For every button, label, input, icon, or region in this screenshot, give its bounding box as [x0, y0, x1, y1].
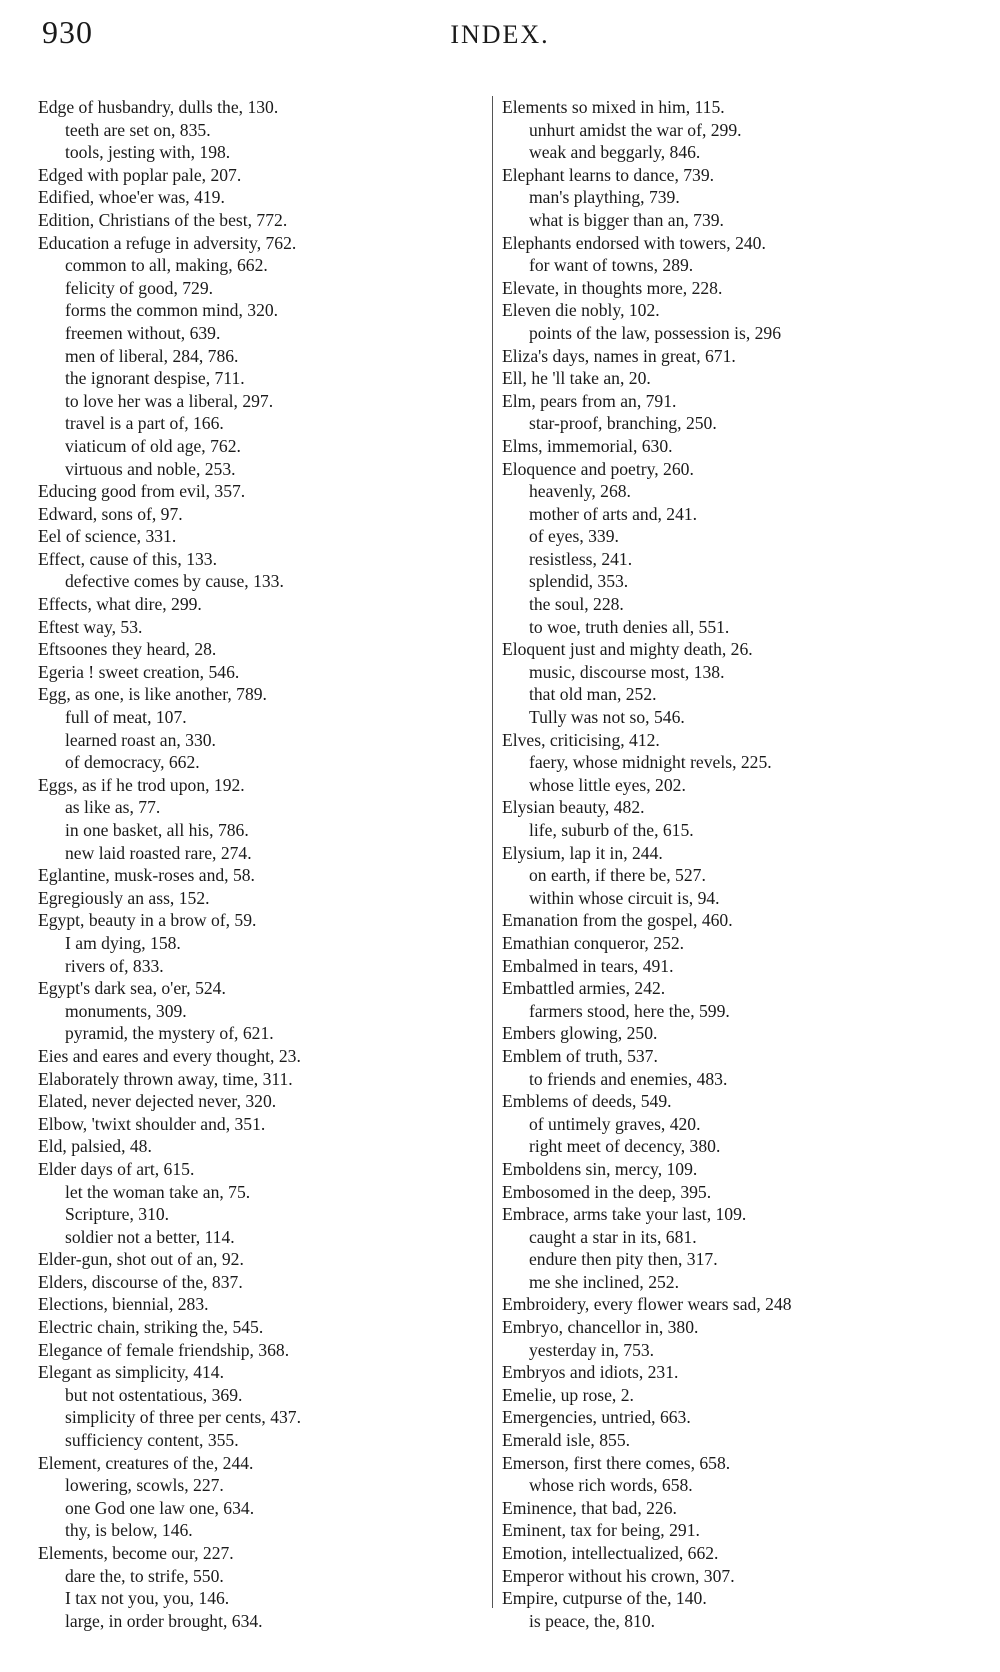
- index-subentry: farmers stood, here the, 599.: [529, 1000, 730, 1021]
- index-entry: Emerson, first there comes, 658.: [502, 1452, 731, 1473]
- index-entry: Eminent, tax for being, 291.: [502, 1520, 700, 1541]
- index-column-left: [38, 96, 478, 1632]
- index-entry: Elves, criticising, 412.: [502, 729, 660, 750]
- index-entry: Embryos and idiots, 231.: [502, 1362, 679, 1383]
- index-entry: Eliza's days, names in great, 671.: [502, 345, 736, 366]
- index-entry: Elephants endorsed with towers, 240.: [502, 232, 766, 253]
- index-subentry: freemen without, 639.: [65, 322, 221, 343]
- index-entry: Elements so mixed in him, 115.: [502, 97, 725, 117]
- index-subentry: on earth, if there be, 527.: [529, 865, 706, 886]
- index-subentry: defective comes by cause, 133.: [65, 571, 284, 592]
- index-entry: Elegant as simplicity, 414.: [38, 1362, 225, 1383]
- index-entry: Egg, as one, is like another, 789.: [38, 684, 267, 705]
- index-subentry: travel is a part of, 166.: [65, 413, 224, 434]
- index-entry: Egeria ! sweet creation, 546.: [38, 661, 240, 682]
- index-subentry: tools, jesting with, 198.: [65, 142, 231, 163]
- index-entry: Elms, immemorial, 630.: [502, 435, 673, 456]
- index-entry: Elder days of art, 615.: [38, 1158, 195, 1179]
- index-entry: Edified, whoe'er was, 419.: [38, 187, 225, 208]
- index-subentry: new laid roasted rare, 274.: [65, 842, 252, 863]
- index-subentry: that old man, 252.: [529, 684, 657, 705]
- index-subentry: large, in order brought, 634.: [65, 1610, 263, 1631]
- index-column-right: [502, 96, 972, 1632]
- index-subentry: yesterday in, 753.: [529, 1339, 655, 1360]
- index-entry: Edge of husbandry, dulls the, 130.: [38, 97, 279, 117]
- index-subentry: men of liberal, 284, 786.: [65, 345, 239, 366]
- page-number: 930: [42, 14, 93, 50]
- index-subentry: monuments, 309.: [65, 1000, 187, 1021]
- index-subentry: caught a star in its, 681.: [529, 1226, 697, 1247]
- index-entry: Embryo, chancellor in, 380.: [502, 1317, 699, 1338]
- index-subentry: teeth are set on, 835.: [65, 119, 211, 140]
- index-subentry: splendid, 353.: [529, 571, 629, 592]
- index-subentry: life, suburb of the, 615.: [529, 820, 694, 840]
- index-entry: Edward, sons of, 97.: [38, 503, 183, 524]
- index-subentry: in one basket, all his, 786.: [65, 820, 249, 840]
- index-subentry: soldier not a better, 114.: [65, 1226, 235, 1247]
- index-entry: Emblem of truth, 537.: [502, 1045, 658, 1066]
- index-subentry: but not ostentatious, 369.: [65, 1384, 243, 1405]
- index-subentry: common to all, making, 662.: [65, 255, 268, 276]
- index-entry: Element, creatures of the, 244.: [38, 1452, 254, 1473]
- index-entry: Embers glowing, 250.: [502, 1023, 658, 1044]
- index-subentry: is peace, the, 810.: [529, 1610, 656, 1631]
- index-entry: Emergencies, untried, 663.: [502, 1407, 691, 1428]
- index-entry: Emathian conqueror, 252.: [502, 932, 685, 953]
- index-entry: Emblems of deeds, 549.: [502, 1091, 672, 1112]
- index-subentry: me she inclined, 252.: [529, 1271, 680, 1292]
- index-entry: Eloquent just and mighty death, 26.: [502, 639, 753, 660]
- index-entry: Emboldens sin, mercy, 109.: [502, 1158, 698, 1179]
- index-entry: Emelie, up rose, 2.: [502, 1384, 634, 1405]
- index-entry: Edition, Christians of the best, 772.: [38, 209, 288, 230]
- index-entry: Elated, never dejected never, 320.: [38, 1091, 277, 1112]
- index-subentry: full of meat, 107.: [65, 707, 187, 728]
- index-subentry: weak and beggarly, 846.: [529, 142, 701, 163]
- index-subentry: within whose circuit is, 94.: [529, 887, 720, 908]
- index-entry: Eld, palsied, 48.: [38, 1136, 152, 1157]
- column-divider: [492, 96, 493, 1608]
- index-subentry: right meet of decency, 380.: [529, 1136, 721, 1157]
- index-subentry: to love her was a liberal, 297.: [65, 390, 274, 411]
- index-entry: Emanation from the gospel, 460.: [502, 910, 733, 931]
- index-subentry: forms the common mind, 320.: [65, 300, 279, 321]
- index-entry: Effect, cause of this, 133.: [38, 548, 217, 569]
- index-entry: Emerald isle, 855.: [502, 1430, 631, 1451]
- index-subentry: points of the law, possession is, 296: [529, 322, 782, 343]
- index-entry: Embattled armies, 242.: [502, 978, 666, 999]
- index-subentry: pyramid, the mystery of, 621.: [65, 1023, 274, 1044]
- index-entry: Elysian beauty, 482.: [502, 797, 645, 818]
- index-entry: Eftsoones they heard, 28.: [38, 639, 217, 660]
- index-entry: Elbow, 'twixt shoulder and, 351.: [38, 1113, 266, 1134]
- index-entry: Elevate, in thoughts more, 228.: [502, 277, 723, 298]
- page-title: INDEX.: [450, 20, 550, 49]
- index-subentry: man's plaything, 739.: [529, 187, 680, 208]
- index-subentry: rivers of, 833.: [65, 955, 164, 976]
- index-entry: Eleven die nobly, 102.: [502, 300, 660, 321]
- index-subentry: for want of towns, 289.: [529, 255, 694, 276]
- index-subentry: music, discourse most, 138.: [529, 661, 725, 682]
- index-subentry: thy, is below, 146.: [65, 1520, 193, 1541]
- index-subentry: sufficiency content, 355.: [65, 1430, 239, 1451]
- index-subentry: the soul, 228.: [529, 594, 624, 615]
- index-entry: Eggs, as if he trod upon, 192.: [38, 774, 245, 795]
- index-entry: Elaborately thrown away, time, 311.: [38, 1068, 293, 1089]
- index-subentry: virtuous and noble, 253.: [65, 458, 236, 479]
- index-entry: Embosomed in the deep, 395.: [502, 1181, 712, 1202]
- index-entry: Eminence, that bad, 226.: [502, 1497, 677, 1518]
- index-subentry: of eyes, 339.: [529, 526, 619, 547]
- index-entry: Embroidery, every flower wears sad, 248: [502, 1294, 792, 1315]
- index-subentry: Tully was not so, 546.: [529, 707, 685, 728]
- index-subentry: of untimely graves, 420.: [529, 1113, 701, 1134]
- index-entry: Empire, cutpurse of the, 140.: [502, 1588, 707, 1609]
- index-entry: Ell, he 'll take an, 20.: [502, 368, 651, 389]
- index-entry: Elm, pears from an, 791.: [502, 390, 677, 411]
- index-subentry: simplicity of three per cents, 437.: [65, 1407, 301, 1428]
- index-subentry: the ignorant despise, 711.: [65, 368, 245, 389]
- index-subentry: Scripture, 310.: [65, 1204, 170, 1225]
- index-subentry: as like as, 77.: [65, 797, 161, 818]
- index-entry: Education a refuge in adversity, 762.: [38, 232, 297, 253]
- index-entry: Embalmed in tears, 491.: [502, 955, 674, 976]
- index-subentry: I tax not you, you, 146.: [65, 1588, 230, 1609]
- index-entry: Elders, discourse of the, 837.: [38, 1271, 243, 1292]
- index-subentry: resistless, 241.: [529, 548, 633, 569]
- index-subentry: felicity of good, 729.: [65, 277, 214, 298]
- index-entry: Edged with poplar pale, 207.: [38, 164, 242, 185]
- index-entry: Emotion, intellectualized, 662.: [502, 1543, 719, 1563]
- index-entry: Elections, biennial, 283.: [38, 1294, 209, 1315]
- index-entry: Egypt's dark sea, o'er, 524.: [38, 978, 226, 999]
- index-entry: Electric chain, striking the, 545.: [38, 1317, 264, 1338]
- index-subentry: unhurt amidst the war of, 299.: [529, 119, 742, 140]
- index-entry: Embrace, arms take your last, 109.: [502, 1204, 747, 1225]
- index-subentry: lowering, scowls, 227.: [65, 1475, 224, 1496]
- index-subentry: whose little eyes, 202.: [529, 774, 686, 795]
- index-entry: Elysium, lap it in, 244.: [502, 842, 663, 863]
- index-subentry: star-proof, branching, 250.: [529, 413, 717, 434]
- index-entry: Eel of science, 331.: [38, 526, 177, 547]
- index-subentry: mother of arts and, 241.: [529, 503, 698, 524]
- index-subentry: one God one law one, 634.: [65, 1497, 255, 1518]
- index-subentry: of democracy, 662.: [65, 752, 200, 773]
- index-entry: Eglantine, musk-roses and, 58.: [38, 865, 255, 886]
- index-subentry: learned roast an, 330.: [65, 729, 216, 750]
- index-entry: Egregiously an ass, 152.: [38, 887, 210, 908]
- index-entry: Eftest way, 53.: [38, 616, 143, 637]
- index-subentry: endure then pity then, 317.: [529, 1249, 718, 1270]
- index-subentry: viaticum of old age, 762.: [65, 435, 241, 456]
- index-subentry: to woe, truth denies all, 551.: [529, 616, 730, 637]
- index-entry: Elder-gun, shot out of an, 92.: [38, 1249, 244, 1270]
- index-entry: Elephant learns to dance, 739.: [502, 164, 715, 185]
- index-subentry: to friends and enemies, 483.: [529, 1068, 728, 1089]
- index-entry: Egypt, beauty in a brow of, 59.: [38, 910, 257, 931]
- index-subentry: heavenly, 268.: [529, 481, 631, 502]
- index-subentry: I am dying, 158.: [65, 932, 181, 953]
- index-entry: Eies and eares and every thought, 23.: [38, 1045, 301, 1066]
- index-entry: Eloquence and poetry, 260.: [502, 458, 694, 479]
- index-subentry: faery, whose midnight revels, 225.: [529, 752, 772, 773]
- index-entry: Emperor without his crown, 307.: [502, 1565, 735, 1586]
- index-entry: Educing good from evil, 357.: [38, 481, 246, 502]
- index-entry: Elegance of female friendship, 368.: [38, 1339, 290, 1360]
- index-entry: Effects, what dire, 299.: [38, 594, 202, 615]
- index-subentry: dare the, to strife, 550.: [65, 1565, 224, 1586]
- index-subentry: whose rich words, 658.: [529, 1475, 693, 1496]
- index-entry: Elements, become our, 227.: [38, 1543, 234, 1563]
- index-subentry: what is bigger than an, 739.: [529, 209, 724, 230]
- index-subentry: let the woman take an, 75.: [65, 1181, 251, 1202]
